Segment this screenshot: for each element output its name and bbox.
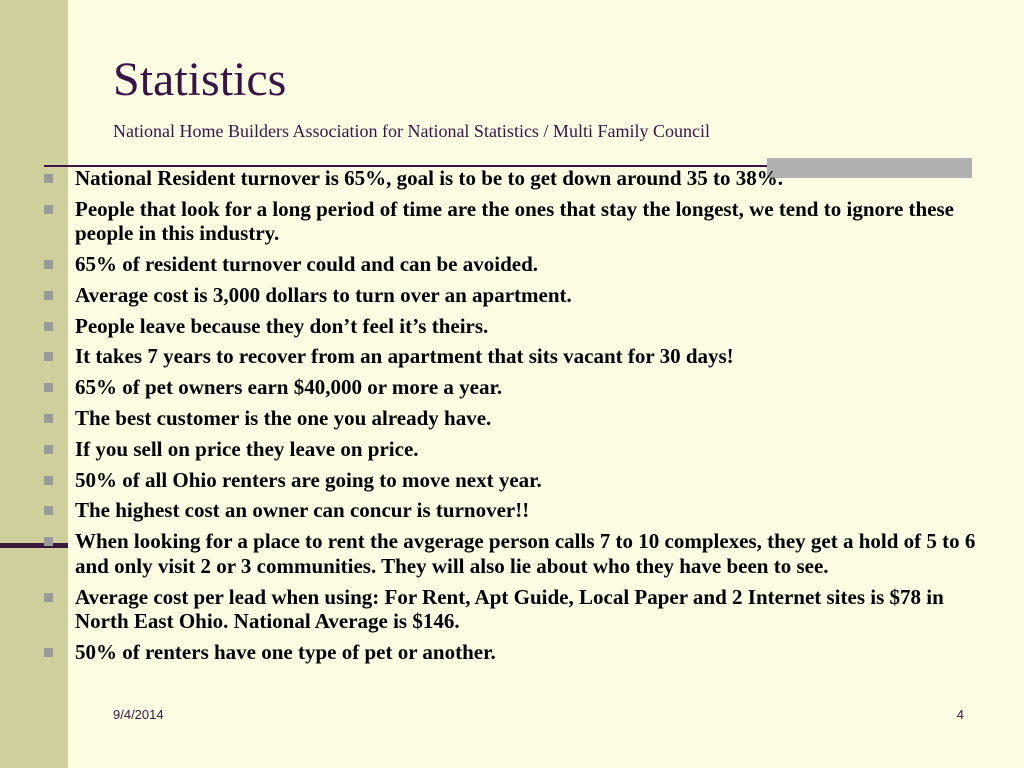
square-bullet-icon [44,537,53,546]
bullet-text: If you sell on price they leave on price. [75,436,419,461]
footer-date: 9/4/2014 [113,707,164,722]
bullet-item [44,468,989,493]
bullet-item [44,344,989,369]
square-bullet-icon [44,352,53,361]
square-bullet-icon [44,205,53,214]
bullet-item [44,640,989,665]
bullet-item [44,252,989,277]
square-bullet-icon [44,174,53,183]
bullet-text: People that look for a long period of time are the ones that stay the longest, we tend to ignore these people in this industry. [75,196,954,246]
square-bullet-icon [44,506,53,515]
bullet-text: People leave because they don’t feel it’s theirs. [75,313,489,338]
bullet-text: Average cost is 3,000 dollars to turn over an apartment. [75,282,572,307]
bullet-item [44,197,989,246]
bullet-text: 65% of resident turnover could and can be avoided. [75,252,539,277]
bullet-text: 65% of pet owners earn $40,000 or more a year. [75,375,503,400]
bullet-item [44,283,989,308]
bullet-item [44,314,989,339]
bullet-text: The best customer is the one you already have. [75,406,492,431]
square-bullet-icon [44,445,53,454]
square-bullet-icon [44,593,53,602]
bullet-text: 50% of renters have one type of pet or another. [75,639,496,664]
bullet-text: When looking for a place to rent the avgerage person calls 7 to 10 complexes, they get a hold of 5 to 6 and only visit 2 or 3 communities. They will also lie about who they have been to see. [75,529,976,578]
square-bullet-icon [44,291,53,300]
bullet-text: The highest cost an owner can concur is turnover!! [75,498,530,523]
bullet-item [44,375,989,400]
square-bullet-icon [44,476,53,485]
bullet-item [44,529,989,578]
square-bullet-icon [44,383,53,392]
square-bullet-icon [44,260,53,269]
bullet-item [44,166,989,191]
bullet-item [44,437,989,462]
bullet-list [44,166,989,664]
square-bullet-icon [44,322,53,331]
slide-subtitle: National Home Builders Association for National Statistics / Multi Family Council [113,121,710,141]
bullet-text: Average cost per lead when using: For Rent, Apt Guide, Local Paper and 2 Internet sites is $78 in North East Ohio. National Average is $146. [75,584,944,634]
slide-title: Statistics [113,53,287,106]
bullet-item [44,406,989,431]
square-bullet-icon [44,414,53,423]
bullet-text: National Resident turnover is 65%, goal is to be to get down around 35 to 38%. [75,166,784,190]
page-number: 4 [956,707,964,722]
square-bullet-icon [44,648,53,657]
bullet-text: It takes 7 years to recover from an apartment that sits vacant for 30 days! [75,344,734,369]
bullet-item [44,585,989,634]
bullet-item [44,498,989,523]
bullet-text: 50% of all Ohio renters are going to move next year. [75,467,542,492]
